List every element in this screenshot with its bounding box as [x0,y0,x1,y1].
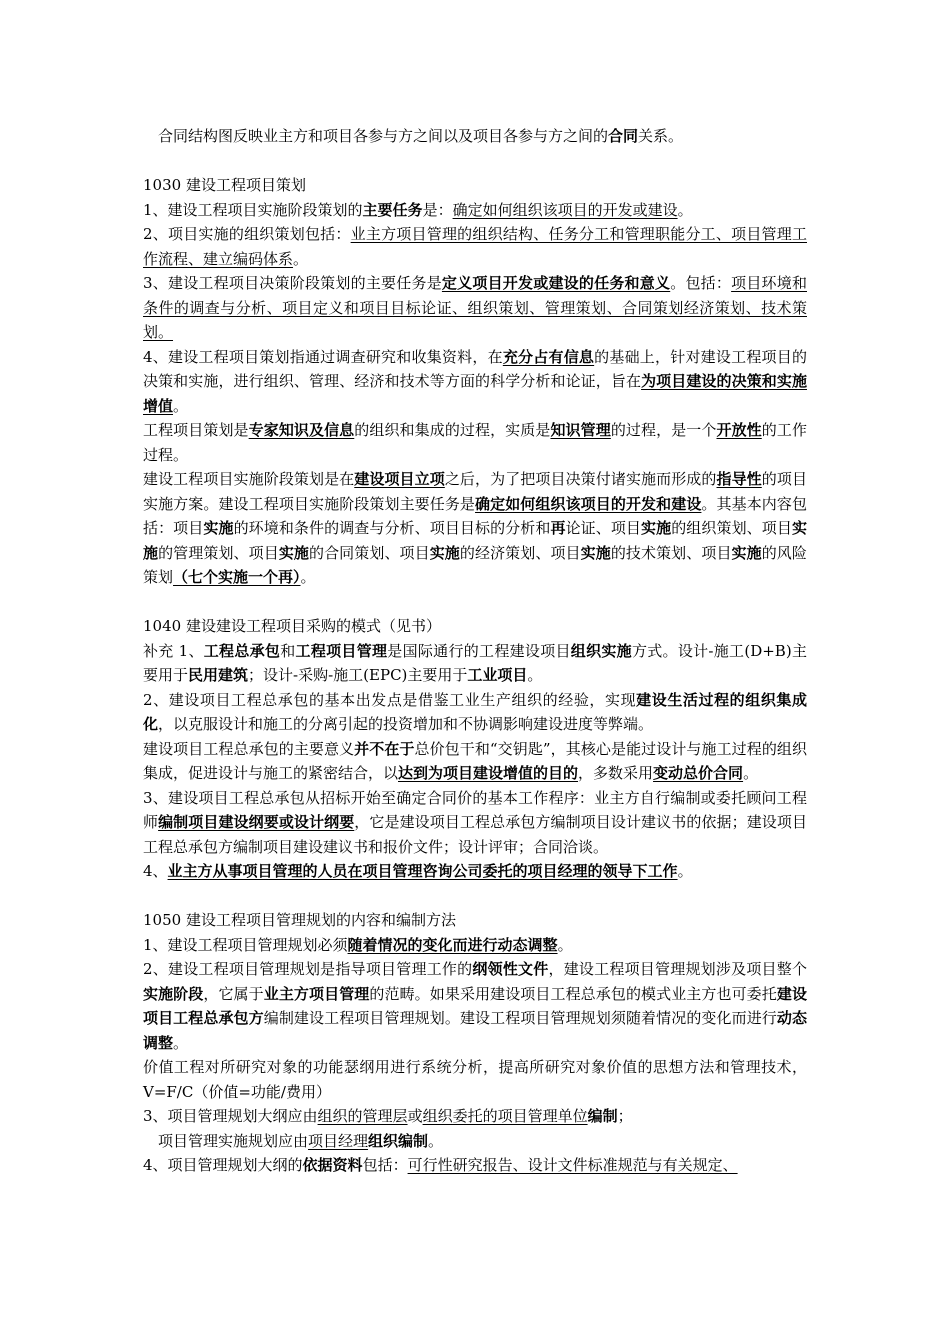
text-run: 。其基本内容包括：项目 [143,494,807,537]
bold-underlined-text: 建设项目立项 [354,470,445,488]
bold-text: 建设生活过程的组织集成化 [143,690,807,733]
underlined-text: 组织的管理层 [317,1107,408,1125]
text-run: 是： [422,200,453,219]
text-run: 1040 建设建设工程项目采购的模式（见书） [143,617,441,635]
text-run: 。 [300,568,316,586]
paragraph [143,908,807,933]
text-run: 的过程，是一个 [610,421,717,439]
text-run: 的项目实施方案。建设工程项目实施阶段策划主要任务是 [143,470,807,513]
bold-underlined-text: 确定如何组织该项目的开发和建设 [475,494,702,513]
text-run: 1、建设工程项目实施阶段策划的 [143,200,363,219]
bold-text: 建设项目工程总承包方 [143,984,807,1027]
bold-underlined-text: 达到为项目建设增值的目的 [398,764,579,782]
paragraph [143,933,807,958]
paragraph [143,345,807,419]
bold-text: 民用建筑 [188,666,249,684]
bold-underlined-text: 编制项目建设纲要或设计纲要 [158,813,355,831]
bold-text: 工程项目管理 [295,641,388,660]
text-run: 。 [173,1033,189,1052]
bold-underlined-text: （七个实施一个再） [173,568,301,586]
bold-underlined-text: 充分占有信息 [502,347,595,366]
bold-text: 实施 [731,543,762,562]
text-run: 1、建设工程项目管理规划必须 [143,935,348,954]
text-run: 或 [407,1107,423,1125]
text-run: 包括： [362,1156,408,1174]
bold-text: 动态调整 [143,1009,807,1052]
text-run: 3、建设项目工程总承包从招标开始至确定合同价的基本工作程序：业主方自行编制或委托顾问工程师 [143,788,807,831]
bold-text: 实施 [580,543,611,562]
text-run: 建设工程项目实施阶段策划是在 [143,470,355,488]
text-run: 。 [677,862,693,880]
paragraph [143,737,807,786]
bold-text: 实施 [641,519,672,537]
text-run: 。 [743,764,759,782]
paragraph [143,418,807,467]
underlined-text: 确定如何组织该项目的开发或建设 [452,200,678,219]
bold-text: 组织编制 [368,1131,429,1150]
bold-text: 依据资料 [302,1156,363,1174]
document-body [143,124,807,1178]
text-run: 的组织策划、项目 [671,519,792,537]
text-run: ，它是建设项目工程总承包方编制项目设计建议书的依据；建设项目工程总承包方编制项目建设建议书和报价文件；设计评审；合同洽谈。 [143,813,807,856]
text-run: 的技术策划、项目 [610,543,732,562]
text-run: 的范畴。如果采用建设项目工程总承包的模式业主方也可委托 [369,984,777,1003]
text-run: 4、项目管理规划大纲的 [143,1156,303,1174]
text-run: 的管理策划、项目 [158,543,279,562]
text-run: 3、项目管理规划大纲应由 [143,1107,318,1125]
text-run: 编制建设工程项目管理规划。建设工程项目管理规划须随着情况的变化而进行 [263,1009,777,1027]
bold-underlined-text: 指导性 [716,470,762,488]
paragraph [143,859,807,884]
text-run: 2、建设工程项目管理规划是指导项目管理工作的 [143,960,473,978]
text-run: 1050 建设工程项目管理规划的内容和编制方法 [143,911,456,929]
bold-underlined-text: 定义项目开发或建设的任务和意义 [441,274,671,292]
text-run: 。 [428,1131,444,1150]
bold-underlined-text: 专家知识及信息 [248,421,355,439]
underlined-text: 业主方项目管理的组织结构、任务分工和管理职能分工、项目管理工作流程、建立编码体系 [143,225,807,268]
bold-text: 纲领性文件 [472,960,549,978]
bold-text: 业主方项目管理 [263,984,370,1003]
bold-underlined-text: 为项目建设的决策和实施增值 [143,372,807,415]
paragraph [143,1055,807,1104]
text-run: ，以克服设计和施工的分离引起的投资增加和不协调影响建设进度等弊端。 [158,715,654,733]
text-run: 的风险策划 [143,543,807,586]
paragraph [143,222,807,271]
paragraph [143,1129,807,1154]
bold-text: 实施 [278,543,309,562]
bold-underlined-text: 变动总价合同 [653,764,744,782]
text-run: 合同结构图反映业主方和项目各参与方之间以及项目各参与方之间的 [158,127,609,145]
text-run: 是国际通行的工程建设项目 [387,641,571,660]
text-run: 。 [557,935,573,954]
text-run: 补充 1、 [143,641,204,660]
bold-text: 再 [550,519,566,537]
text-run: 4、 [143,862,168,880]
text-run: 的环境和条件的调查与分析、项目目标的分析和 [233,519,551,537]
underlined-text: 可行性研究报告、设计文件标准规范与有关规定、 [407,1156,738,1174]
text-run: 。 [527,666,543,684]
paragraph [143,639,807,688]
bold-text: 主要任务 [362,200,423,219]
text-run: 方式。设计-施工(D+B)主要用于 [143,641,807,684]
bold-text: 工程总承包 [203,641,281,660]
text-run: 价值工程对所研究对象的功能瑟纲用进行系统分析，提高所研究对象价值的思想方法和管理技术，V=F/C（价值=功能/费用） [143,1058,807,1101]
paragraph [143,198,807,223]
underlined-text: 项目经理 [308,1131,369,1150]
paragraph [143,957,807,1055]
text-run: 建设项目工程总承包的主要意义 [143,739,355,758]
paragraph [143,1153,807,1178]
blank-line [143,590,807,615]
blank-line [143,149,807,174]
text-run: 2、项目实施的组织策划包括： [143,225,351,243]
text-run: 项目管理实施规划应由 [158,1131,309,1150]
text-run: ，它属于 [203,984,264,1003]
bold-text: 并不在于 [354,739,415,758]
text-run: 3、建设工程项目决策阶段策划的主要任务是 [143,274,442,292]
paragraph [143,124,807,149]
text-run: 。 [173,396,189,415]
bold-text: 合同 [608,127,639,145]
text-run: ； [617,1107,633,1125]
text-run: 的合同策划、项目 [309,543,430,562]
text-run: 总价包干和“交钥匙”，其核心是能过设计与施工过程的组织集成，促进设计与施工的紧密结合，以 [143,739,807,782]
paragraph [143,786,807,860]
bold-underlined-text: 随着情况的变化而进行动态调整 [347,935,558,954]
text-run: 工程项目策划是 [143,421,249,439]
text-run: ，多数采用 [578,764,654,782]
bold-text: 工业项目 [467,666,528,684]
text-run: 的工作过程。 [143,421,807,464]
blank-line [143,884,807,909]
paragraph [143,614,807,639]
text-run: ；设计-采购-施工(EPC)主要用于 [248,666,468,684]
text-run: 。 [677,200,693,219]
text-run: 论证、项目 [565,519,642,537]
paragraph [143,271,807,345]
text-run: 。包括： [670,274,732,292]
underlined-text: 项目环境和条件的调查与分析、项目定义和项目目标论证、组织策划、管理策划、合同策划经济策划、技术策划。 [143,274,807,341]
bold-text: 实施 [429,543,460,562]
bold-text: 实施 [143,519,807,562]
paragraph [143,467,807,590]
paragraph [143,1104,807,1129]
paragraph [143,173,807,198]
bold-underlined-text: 业主方从事项目管理的人员在项目管理咨询公司委托的项目经理的领导下工作 [167,862,678,880]
text-run: 关系。 [638,127,684,145]
bold-text: 实施阶段 [143,984,204,1003]
text-run: 的经济策划、项目 [459,543,581,562]
underlined-text: 组织委托的项目管理单位 [422,1107,588,1125]
text-run: 和 [280,641,296,660]
text-run: 1030 建设工程项目策划 [143,176,306,194]
bold-underlined-text: 开放性 [716,421,762,439]
bold-text: 组织实施 [570,641,632,660]
text-run: ，建设工程项目管理规划涉及项目整个 [548,960,807,978]
paragraph [143,688,807,737]
text-run: 之后，为了把项目决策付诸实施而形成的 [444,470,717,488]
text-run: 2、建设项目工程总承包的基本出发点是借鉴工业生产组织的经验，实现 [143,690,637,709]
text-run: 4、建设工程项目策划指通过调查研究和收集资料，在 [143,347,503,366]
bold-text: 编制 [587,1107,618,1125]
bold-underlined-text: 知识管理 [550,421,611,439]
text-run: 。 [293,249,309,268]
text-run: 的基础上，针对建设工程项目的决策和实施，进行组织、管理、经济和技术等方面的科学分析和论证，旨在 [143,347,807,390]
bold-text: 实施 [203,519,234,537]
text-run: 的组织和集成的过程，实质是 [354,421,551,439]
